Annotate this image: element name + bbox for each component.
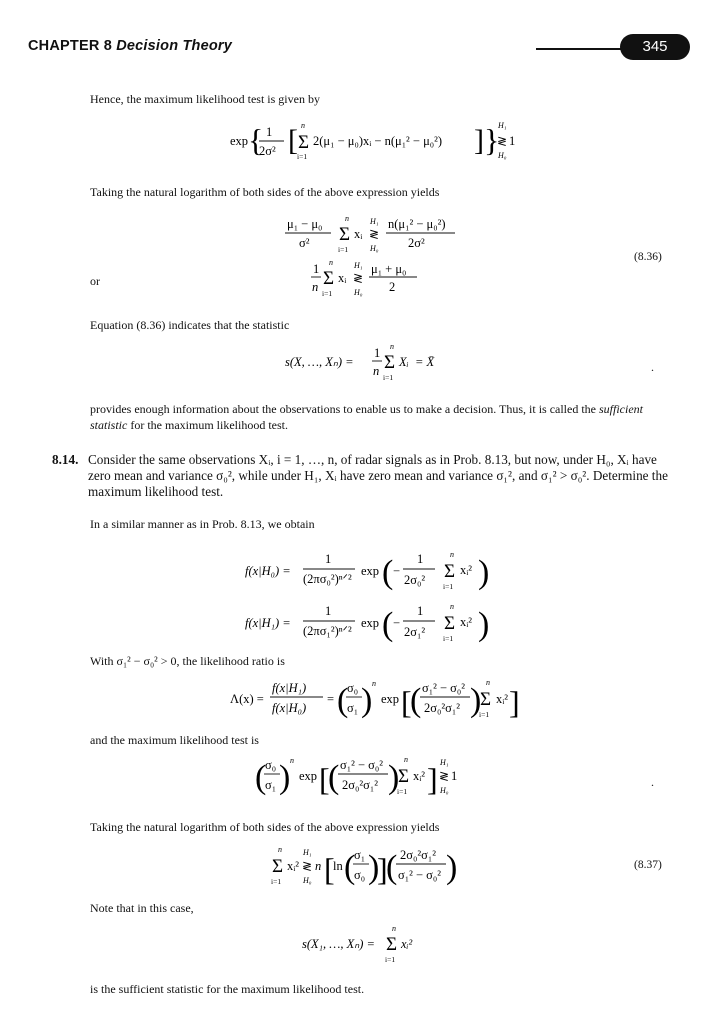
eqf0-den: (2πσ₀²)ⁿᐟ² — [303, 572, 352, 586]
chapter-heading — [28, 38, 232, 54]
problem-8-14 — [52, 452, 677, 500]
eqlr-sum-upper: n — [486, 678, 490, 687]
eq837-lbracket: [ — [324, 851, 335, 887]
equation-8-37-svg — [272, 842, 472, 896]
eqf0-in-den: 2σ₀² — [404, 573, 426, 587]
p4-text-b: for the maximum likelihood test. — [127, 417, 288, 432]
eq837-rparen: ) — [368, 849, 380, 886]
equation-statistic-2 — [302, 922, 442, 970]
eq3-sum-lower: i=1 — [383, 373, 394, 382]
eqm-lbracket: [ — [319, 761, 330, 797]
eqf1-minus: − — [393, 616, 401, 630]
equation-likelihood-ratio-svg — [230, 675, 500, 729]
eq2b-ge: ≷ — [353, 271, 364, 285]
equation-f-H0-svg — [245, 548, 495, 598]
eqf1-in-den: 2σ₁² — [404, 625, 426, 639]
eqf1-lparen: ( — [382, 606, 394, 643]
eq1-frac-num: 1 — [266, 125, 273, 139]
eq837-diff: σ₁² − σ₀² — [398, 868, 441, 882]
eq2a-rhs-den: 2σ² — [408, 236, 425, 250]
equation-log-b-svg — [310, 256, 430, 304]
or-label: or — [90, 274, 100, 288]
paragraph-statistic: Equation (8.36) indicates that the statistic — [90, 318, 290, 332]
equation-8-37 — [272, 842, 472, 896]
equation-statistic-2-svg — [302, 922, 442, 970]
eq2b-sum-upper: n — [329, 258, 333, 267]
eq3-frac-den: n — [373, 364, 380, 378]
paragraph-intro: Hence, the maximum likelihood test is given by — [90, 92, 320, 106]
paragraph-lr-intro: With σ₁² − σ₀² > 0, the likelihood ratio is — [90, 654, 285, 668]
equation-ml-test-variance — [255, 752, 485, 806]
eq837-s0: σ₀ — [354, 868, 366, 882]
period-mark: . — [651, 360, 654, 374]
equation-f-H1 — [245, 600, 495, 650]
eq1-right-brace: } — [484, 122, 500, 158]
eq3-lhs: s(X, …, Xₙ) = — [285, 355, 354, 369]
eqlr-s1: σ₁ — [347, 701, 359, 715]
eqlr-diff: σ₁² − σ₀² — [422, 681, 465, 695]
eqlr-xi2: xᵢ² — [496, 692, 509, 706]
eq1-left-brace: { — [248, 122, 264, 158]
eqf1-sum-lower: i=1 — [443, 634, 454, 643]
eqlr-rparen2: ) — [470, 682, 482, 719]
eq2b-sum: Σ — [323, 268, 335, 289]
eq837-n: n — [315, 859, 322, 873]
eq2a-sum-upper: n — [345, 214, 349, 223]
eq2a-den: σ² — [299, 236, 310, 250]
eqlr-rparen: ) — [361, 682, 373, 719]
eq2a-H0: H₀ — [370, 244, 379, 253]
eq2b-H0: H₀ — [354, 288, 363, 297]
eq837-lparen: ( — [344, 849, 356, 886]
eq1-H1: H₁ — [498, 121, 507, 130]
eqf1-exp: exp — [361, 616, 380, 630]
eq2b-rhs-den: 2 — [389, 280, 396, 294]
running-header — [28, 34, 688, 64]
eqf0-sum: Σ — [444, 561, 456, 582]
paragraph-ml-test: and the maximum likelihood test is — [90, 733, 259, 747]
eq2b-sum-lower: i=1 — [322, 289, 333, 298]
eqf1-in-num: 1 — [417, 604, 424, 618]
eq2b-frac-den: n — [312, 280, 319, 294]
eqm-xi2: xᵢ² — [413, 769, 426, 783]
eq2a-sum-lower: i=1 — [338, 245, 349, 254]
eq837-rparen2: ) — [446, 849, 458, 886]
eqm-sum-upper: n — [404, 755, 408, 764]
eqm-lparen2: ( — [328, 759, 340, 796]
eq837-sum: Σ — [272, 856, 284, 877]
eq2a-num: μ₁ − μ₀ — [287, 217, 323, 231]
eq3-sum: Σ — [384, 352, 396, 373]
eq837-xi2: xᵢ² — [287, 859, 300, 873]
eq3-frac-num: 1 — [374, 346, 381, 360]
eq837-sum-upper: n — [278, 845, 282, 854]
eqf0-in-num: 1 — [417, 552, 424, 566]
eqm-ge: ≷ — [439, 769, 450, 783]
chapter-label: CHAPTER 8 — [28, 38, 112, 54]
eq1-sum-lower: i=1 — [297, 152, 308, 161]
eqf0-lparen: ( — [382, 554, 394, 591]
eqlr-pow-n: n — [372, 679, 376, 688]
eqf0-xi2: xᵢ² — [460, 563, 473, 577]
eq2a-H1: H₁ — [370, 217, 379, 226]
eqf0-exp: exp — [361, 564, 380, 578]
equation-number-8-36: (8.36) — [634, 251, 662, 263]
equation-log-a-svg — [283, 212, 463, 262]
eqf0-num: 1 — [325, 552, 332, 566]
eq2b-H1: H₁ — [354, 261, 363, 270]
equation-f-H0 — [245, 548, 495, 598]
eqm-pow-n: n — [290, 756, 294, 765]
eq2b-frac-num: 1 — [313, 262, 320, 276]
eqlr-den: f(x|H₀) — [272, 701, 307, 715]
equation-f-H1-svg — [245, 600, 495, 650]
eqlr-exp: exp — [381, 692, 400, 706]
equation-lr-tail-svg — [496, 684, 536, 720]
eqm-H0: H₀ — [440, 786, 449, 795]
eqlr-lbracket: [ — [401, 684, 412, 720]
equation-statistic — [285, 340, 465, 388]
paragraph-similar: In a similar manner as in Prob. 8.13, we obtain — [90, 517, 315, 531]
eq837-H1: H₁ — [303, 848, 312, 857]
eq837-sum-lower: i=1 — [271, 877, 282, 886]
eq837-prod: 2σ₀²σ₁² — [400, 848, 436, 862]
equation-ml-test — [228, 112, 528, 172]
eqs2-lhs: s(X₁, …, Xₙ) = — [302, 937, 375, 951]
problem-text: Consider the same observations Xᵢ, i = 1, …, n, of radar signals as in Prob. 8.13, but now, under H₀, Xᵢ have zero mean and variance σ₀², while under H₁, Xᵢ have zero mean and variance σ₁², and σ₁² > σ₀². Determine the maximum likelihood test. — [88, 452, 668, 499]
page-number: 345 — [620, 34, 690, 60]
eqm-exp: exp — [299, 769, 318, 783]
eq1-sum: Σ — [298, 132, 310, 153]
eq2a-sum: Σ — [339, 224, 351, 245]
period-mark-2: . — [651, 775, 654, 789]
eqm-lparen: ( — [255, 759, 267, 796]
eq837-s1: σ₁ — [354, 848, 366, 862]
eqs2-Xi2: xᵢ² — [401, 937, 413, 951]
eqlr-sum-lower: i=1 — [479, 710, 490, 719]
eqlr-num: f(x|H₁) — [272, 681, 307, 695]
eq837-lparen2: ( — [386, 849, 398, 886]
eq2b-xi: xᵢ — [338, 271, 347, 285]
equation-ml-test-svg — [228, 112, 528, 172]
eqlr-lparen: ( — [337, 682, 349, 719]
eq2a-rhs-num: n(μ₁² − μ₀²) — [388, 217, 446, 231]
eqm-prod: 2σ₀²σ₁² — [342, 778, 378, 792]
eqf1-sum-upper: n — [450, 602, 454, 611]
eq3-Xi: Xᵢ — [399, 355, 409, 369]
eqf0-rparen: ) — [478, 554, 490, 591]
eqm-one: 1 — [451, 769, 458, 783]
p4-text-a: provides enough information about the observations to enable us to make a decision. Thus, it is called the — [90, 402, 599, 416]
eqm-rbracket: ] — [427, 761, 438, 797]
eq1-left-bracket: [ — [288, 124, 298, 157]
paragraph-note: Note that in this case, — [90, 901, 194, 915]
eqm-rparen2: ) — [388, 759, 400, 796]
eq1-exp: exp — [230, 134, 249, 148]
eq837-rbracket: ] — [377, 851, 388, 887]
eqf1-rparen: ) — [478, 606, 490, 643]
eq1-frac-den: 2σ² — [259, 144, 276, 158]
eq2a-xi: xᵢ — [354, 227, 363, 241]
eq3-rhs: = X̄ — [415, 355, 435, 369]
eq837-ln: ln — [333, 859, 343, 873]
eqs2-sum-upper: n — [392, 924, 396, 933]
problem-number: 8.14. — [52, 452, 79, 467]
eq1-sum-upper: n — [301, 121, 305, 130]
eqlr-rbracket: ] — [509, 684, 520, 720]
eq1-right-bracket: ] — [474, 124, 484, 157]
eqf0-minus: − — [393, 564, 401, 578]
eqf1-den: (2πσ₁²)ⁿᐟ² — [303, 624, 352, 638]
eqlr-s0: σ₀ — [347, 681, 359, 695]
paragraph-log: Taking the natural logarithm of both sides of the above expression yields — [90, 185, 440, 199]
eqm-diff: σ₁² − σ₀² — [340, 758, 383, 772]
equation-likelihood-ratio — [230, 675, 500, 729]
equation-log-a — [283, 212, 463, 262]
eqlr-lparen2: ( — [410, 682, 422, 719]
eqm-s1: σ₁ — [265, 778, 277, 792]
eqm-s0: σ₀ — [265, 758, 277, 772]
eqs2-sum-lower: i=1 — [385, 955, 396, 964]
eqm-H1: H₁ — [440, 758, 449, 767]
equation-log-b — [310, 256, 430, 304]
paragraph-sufficient — [90, 402, 680, 433]
eqf1-sum: Σ — [444, 613, 456, 634]
eq1-H0: H₀ — [498, 151, 507, 160]
eqf1-xi2: xᵢ² — [460, 615, 473, 629]
eq837-ge: ≷ — [302, 859, 313, 873]
eqm-sum-lower: i=1 — [397, 787, 408, 796]
eqm-sum: Σ — [398, 766, 410, 787]
p4-term: sufficient statistic — [90, 402, 643, 432]
header-rule — [536, 48, 626, 50]
eqf1-lhs: f(x|H₁) = — [245, 616, 291, 630]
eqm-rparen: ) — [279, 759, 291, 796]
equation-ml-test-variance-svg — [255, 752, 485, 806]
eqlr-sum: Σ — [480, 689, 492, 710]
eq1-ge: ≷ — [497, 134, 508, 148]
eqf1-num: 1 — [325, 604, 332, 618]
eqlr-lhs: Λ(x) = — [230, 692, 264, 706]
eq1-sum-body: 2(μ₁ − μ₀)xᵢ − n(μ₁² − μ₀²) — [313, 134, 443, 148]
eqf0-lhs: f(x|H₀) = — [245, 564, 291, 578]
chapter-title: Decision Theory — [116, 38, 233, 54]
eqlr-prod: 2σ₀²σ₁² — [424, 701, 460, 715]
equation-statistic-svg — [285, 340, 465, 388]
eq2a-ge: ≷ — [369, 227, 380, 241]
eqlr-eq: = — [327, 692, 335, 706]
eqs2-sum: Σ — [386, 934, 398, 955]
eqf0-sum-lower: i=1 — [443, 582, 454, 591]
eq3-sum-upper: n — [390, 342, 394, 351]
equation-number-8-37: (8.37) — [634, 859, 662, 871]
eq837-H0: H₀ — [303, 876, 312, 885]
eqf0-sum-upper: n — [450, 550, 454, 559]
eq2b-rhs-num: μ₁ + μ₀ — [371, 262, 407, 276]
paragraph-conclusion: is the sufficient statistic for the maximum likelihood test. — [90, 982, 365, 996]
paragraph-log-2: Taking the natural logarithm of both sides of the above expression yields — [90, 820, 440, 834]
equation-lr-tail — [496, 684, 536, 720]
eq1-one: 1 — [509, 134, 516, 148]
